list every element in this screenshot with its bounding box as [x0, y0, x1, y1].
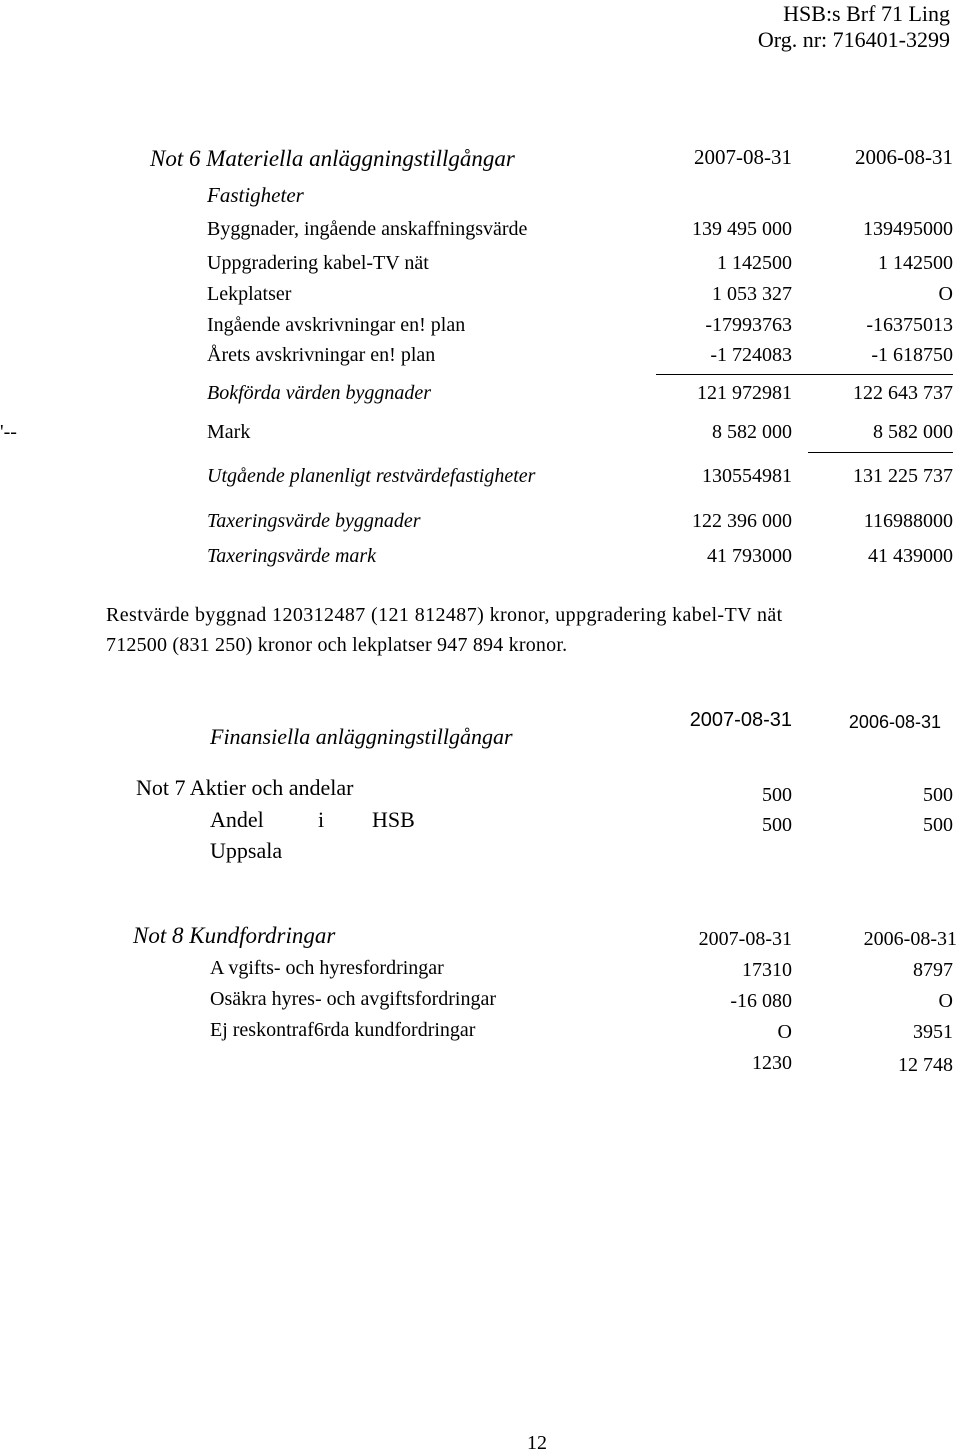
row-value-2006: 8797 — [913, 959, 953, 981]
andel-word-1: Andel — [210, 807, 264, 832]
row-label: A vgifts- och hyresfordringar — [210, 957, 444, 979]
total-rule — [808, 452, 953, 453]
page-number: 12 — [527, 1432, 547, 1454]
row-value-2006: O — [938, 990, 953, 1012]
tax-byggnader-value-2007: 122 396 000 — [692, 510, 792, 532]
note8-total-2007: 1230 — [752, 1052, 792, 1074]
finansiella-col1-header: 2007-08-31 — [689, 709, 792, 731]
utgaende-value-2007: 130554981 — [702, 465, 792, 487]
org-number: Org. nr: 716401-3299 — [757, 27, 950, 52]
utgaende-label: Utgående planenligt restvärdefastigheter — [207, 465, 536, 487]
subtotal-rule — [656, 374, 953, 375]
row-value-2006: 139495000 — [863, 218, 953, 240]
note8-title-text: Not 8 Kundfordringar — [133, 923, 336, 948]
mark-label: Mark — [207, 421, 251, 443]
mark-value-2007: 8 582 000 — [712, 421, 792, 443]
restvarde-paragraph-line1: Restvärde byggnad 120312487 (121 812487) kronor, uppgradering kabel-TV nät — [106, 604, 783, 626]
bokforda-value-2006: 122 643 737 — [853, 382, 953, 404]
tax-mark-value-2007: 41 793000 — [707, 545, 792, 567]
row-value-2006: 1 142500 — [878, 252, 953, 274]
andel-word-3: HSB — [372, 807, 415, 832]
note6-col2-header: 2006-08-31 — [855, 145, 953, 169]
row-value-2007: -1 724083 — [710, 344, 792, 366]
row-value-2007: 17310 — [742, 959, 792, 981]
note7-value-a-2006: 500 — [923, 784, 953, 806]
row-value-2006: -1 618750 — [871, 344, 953, 366]
note7-value-b-2007: 500 — [762, 814, 792, 836]
mark-marker: '-- — [0, 421, 17, 443]
row-value-2007: -17993763 — [705, 314, 792, 336]
row-label: Uppgradering kabel-TV nät — [207, 252, 429, 274]
row-value-2007: 1 053 327 — [712, 283, 792, 305]
utgaende-value-2006: 131 225 737 — [853, 465, 953, 487]
note6-col1-header: 2007-08-31 — [694, 145, 792, 169]
finansiella-title: Finansiella anläggningstillgångar — [210, 724, 513, 749]
andel-line2: Uppsala — [210, 838, 283, 863]
bokforda-label: Bokförda värden byggnader — [207, 382, 432, 404]
row-label: Lekplatser — [207, 283, 292, 305]
note7-value-a-2007: 500 — [762, 784, 792, 806]
tax-mark-label: Taxeringsvärde mark — [207, 545, 377, 567]
finansiella-col2-header: 2006-08-31 — [848, 712, 941, 732]
note8-title — [133, 924, 335, 947]
note7-title — [136, 777, 354, 799]
row-value-2007: -16 080 — [730, 990, 792, 1012]
tax-byggnader-value-2006: 116988000 — [863, 510, 953, 532]
row-label: Årets avskrivningar en! plan — [207, 344, 436, 366]
mark-value-2006: 8 582 000 — [873, 421, 953, 443]
note6-title: Not 6 Materiella anläggningstillgångar — [150, 146, 515, 171]
note8-col1-header: 2007-08-31 — [698, 928, 792, 950]
row-value-2007: 139 495 000 — [692, 218, 792, 240]
row-value-2006: -16375013 — [866, 314, 953, 336]
org-name: HSB:s Brf 71 Ling — [783, 1, 950, 26]
note8-total-2006: 12 748 — [898, 1054, 953, 1076]
row-label: Byggnader, ingående anskaffningsvärde — [207, 218, 528, 240]
note7-title-text: Not 7 Aktier och andelar — [136, 775, 354, 800]
restvarde-paragraph-line2: 712500 (831 250) kronor och lekplatser 947 894 kronor. — [106, 634, 568, 656]
tax-byggnader-label: Taxeringsvärde byggnader — [207, 510, 421, 532]
row-value-2007: 1 142500 — [717, 252, 792, 274]
bokforda-value-2007: 121 972981 — [697, 382, 792, 404]
row-value-2006: 3951 — [913, 1021, 953, 1043]
row-value-2007: O — [777, 1021, 792, 1043]
row-value-2006: O — [938, 283, 953, 305]
andel-word-2: i — [318, 807, 325, 832]
tax-mark-value-2006: 41 439000 — [868, 545, 953, 567]
note8-col2-header: 2006-08-31 — [863, 928, 957, 950]
row-label: Ingående avskrivningar en! plan — [207, 314, 466, 336]
row-label: Osäkra hyres- och avgiftsfordringar — [210, 988, 497, 1010]
note6-section-fastigheter: Fastigheter — [207, 183, 304, 207]
note7-value-b-2006: 500 — [923, 814, 953, 836]
row-label: Ej reskontraf6rda kundfordringar — [210, 1019, 476, 1041]
